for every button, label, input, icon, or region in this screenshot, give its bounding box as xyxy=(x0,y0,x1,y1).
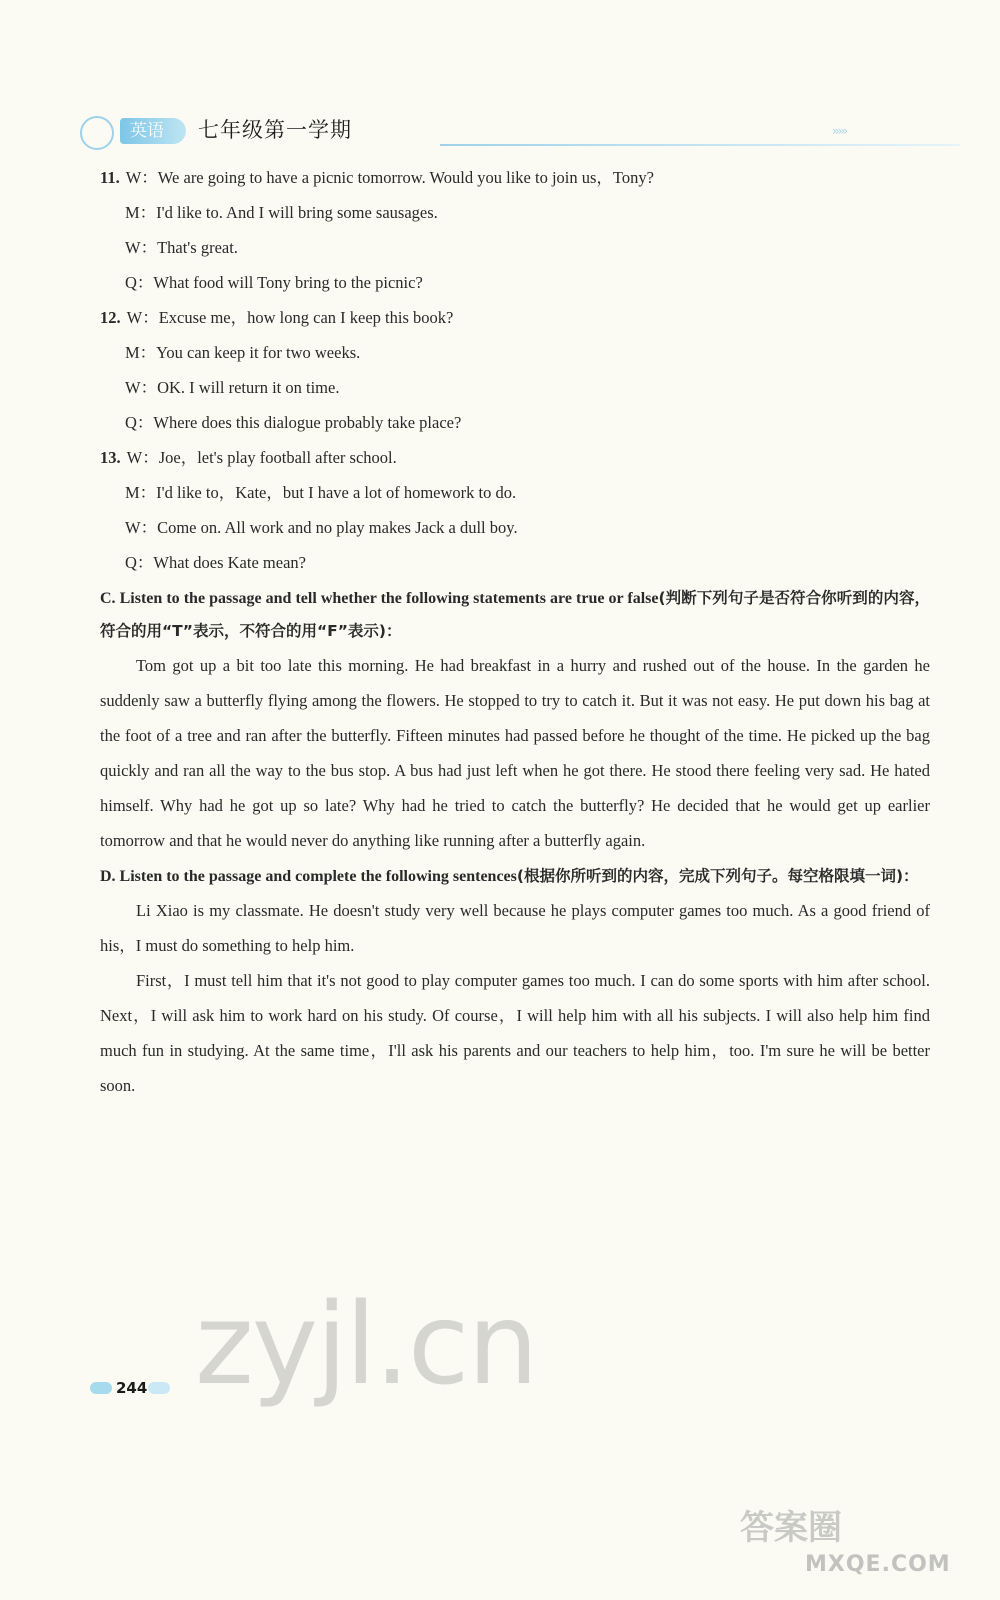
page-content xyxy=(100,160,930,1103)
header-title: 七年级第一学期 xyxy=(198,118,352,142)
header-rule xyxy=(440,144,960,146)
question-number: 12. xyxy=(100,308,121,327)
section-d-heading-cn: (根据你所听到的内容，完成下列句子。每空格限填一词)： xyxy=(516,867,919,885)
section-c-passage: Tom got up a bit too late this morning. He had breakfast in a hurry and rushed out of the house. In the garden he suddenly saw a butterfly flying among the flowers. He stopped to try to catch it. But it was not easy. He put down his bag at the foot of a tree and ran after the butterfly. Fifteen minutes had passed before he thought of the time. He picked up the bag quickly and ran all the way to the bus stop. A bus had just left when he got there. He stood there feeling very sad. He hated himself. Why had he got up so late? Why had he tried to catch the butterfly? He decided that he would get up earlier tomorrow and that he would never do anything like running after a butterfly again. xyxy=(100,656,930,850)
section-d-heading xyxy=(100,860,930,893)
subject-tab: 英语 xyxy=(120,118,186,144)
dialogue-line: W：Come on. All work and no play makes Jack a dull boy. xyxy=(125,518,518,537)
corner-watermark-cn: 答案圈 xyxy=(740,1508,842,1548)
page-marker-right-icon xyxy=(148,1382,170,1394)
page-marker-left-icon xyxy=(90,1382,112,1394)
dialogue-line: M：I'd like to，Kate，but I have a lot of homework to do. xyxy=(125,483,517,502)
corner-watermark-en: MXQE.COM xyxy=(805,1552,951,1577)
section-c-heading-cn: (判断下列句子是否符合你听到的内容，符合的用“T”表示，不符合的用“F”表示)： xyxy=(100,589,930,640)
dialogue-12 xyxy=(100,300,930,440)
section-d-heading-en: D. Listen to the passage and complete the following sentences xyxy=(100,868,517,885)
page-header xyxy=(80,112,880,152)
dialogue-question: Q：What food will Tony bring to the picnic? xyxy=(125,273,423,292)
question-number: 13. xyxy=(100,448,121,467)
dialogue-line: W：OK. I will return it on time. xyxy=(125,378,340,397)
dialogue-line: W：That's great. xyxy=(125,238,238,257)
watermark-logo: zyjl.cn xyxy=(195,1280,537,1410)
section-d-passage-2: First，I must tell him that it's not good to play computer games too much. I can do some sports with him after school. Next，I will ask him to work hard on his study. Of course，I will help him with all his subjects. I will also help him find much fun in studying. At the same time，I'll ask his parents and our teachers to help him，too. I'm sure he will be better soon. xyxy=(100,971,930,1095)
section-c-heading xyxy=(100,582,930,648)
dialogue-line: W：We are going to have a picnic tomorrow. Would you like to join us，Tony? xyxy=(125,168,654,187)
dialogue-line: M：You can keep it for two weeks. xyxy=(125,343,361,362)
page-number-text: 244 xyxy=(116,1379,148,1397)
dialogue-line: M：I'd like to. And I will bring some sausages. xyxy=(125,203,438,222)
question-number: 11. xyxy=(100,168,120,187)
dialogue-13 xyxy=(100,440,930,580)
section-d-passage-1: Li Xiao is my classmate. He doesn't study very well because he plays computer games too much. As a good friend of his，I must do something to help him. xyxy=(100,901,930,955)
section-c-heading-en: C. Listen to the passage and tell whether the following statements are true or false xyxy=(100,590,659,607)
dialogue-question: Q：What does Kate mean? xyxy=(125,553,306,572)
chevron-right-icon: ››››› xyxy=(832,124,846,138)
dialogue-question: Q：Where does this dialogue probably take place? xyxy=(125,413,462,432)
dialogue-line: W：Joe，let's play football after school. xyxy=(126,448,397,467)
dialogue-11 xyxy=(100,160,930,300)
header-badge-icon xyxy=(80,116,114,150)
dialogue-line: W：Excuse me，how long can I keep this book? xyxy=(126,308,454,327)
